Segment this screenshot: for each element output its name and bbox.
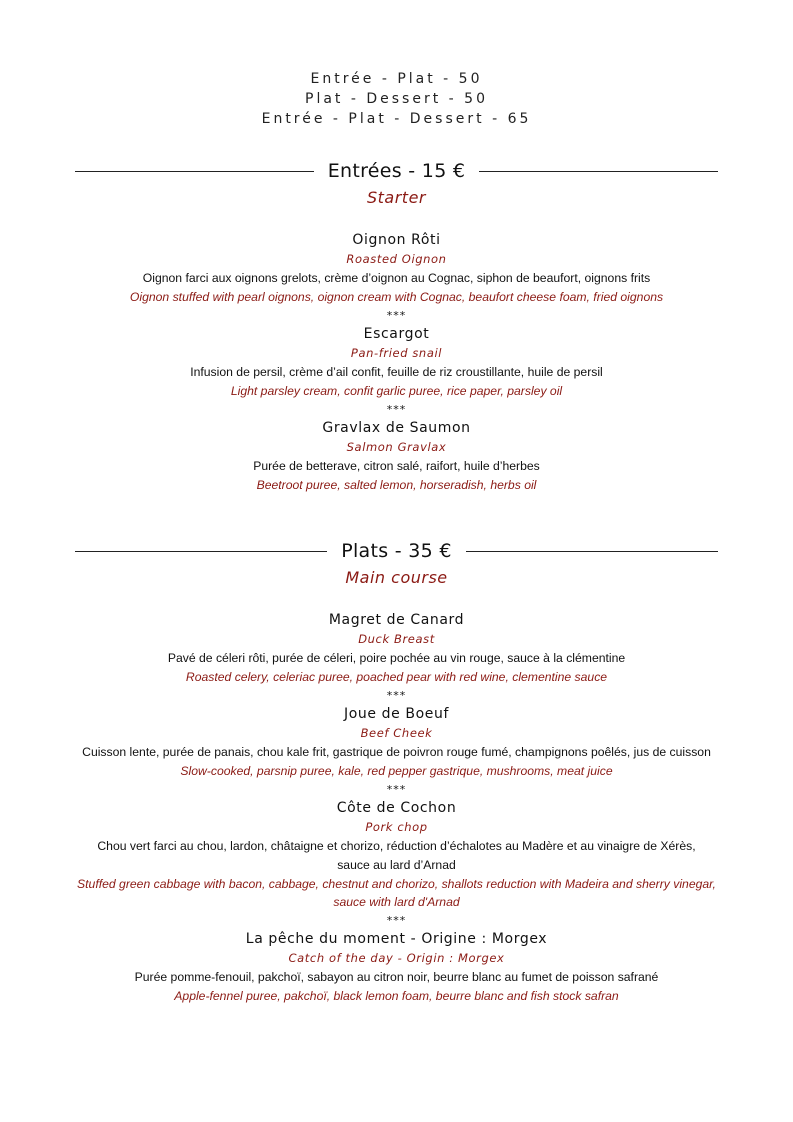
starters-subtitle: Starter <box>366 188 426 207</box>
formula-line: Entrée - Plat - Dessert - 65 <box>261 111 532 127</box>
mains-subtitle: Main course <box>345 568 448 587</box>
dish-name: Magret de Canard <box>328 612 465 628</box>
dish-item <box>0 231 793 306</box>
starters-list <box>0 231 793 494</box>
mains-title: Plats - 35 € <box>341 540 452 562</box>
dish-description-english: Oignon stuffed with pearl oignons, oignon cream with Cognac, beaufort cheese foam, fried oignons <box>129 290 664 304</box>
dish-name-english: Beef Cheek <box>360 726 433 740</box>
dish-name-english: Catch of the day - Origin : Morgex <box>288 951 505 965</box>
dish-separator: *** <box>386 783 407 796</box>
dish-description-english: Roasted celery, celeriac puree, poached pear with red wine, clementine sauce <box>185 670 608 684</box>
dish-item <box>0 419 793 494</box>
dish-description: Purée pomme-fenouil, pakchoï, sabayon au citron noir, beurre blanc au fumet de poisson safrané <box>134 970 659 984</box>
divider-line <box>466 551 718 552</box>
dish-separator: *** <box>386 309 407 322</box>
dish-description: Purée de betterave, citron salé, raifort, huile d’herbes <box>253 459 540 473</box>
divider-line <box>75 171 314 172</box>
dish-description-english: Slow-cooked, parsnip puree, kale, red pepper gastrique, mushrooms, meat juice <box>180 764 613 778</box>
dish-name: Gravlax de Saumon <box>322 420 471 436</box>
dish-name: Joue de Boeuf <box>344 706 449 722</box>
dish-name-english: Salmon Gravlax <box>346 440 447 454</box>
starters-heading <box>75 160 718 182</box>
dish-description-line: sauce au lard d’Arnad <box>337 858 456 872</box>
dish-name-english: Pan-fried snail <box>350 346 443 360</box>
formula-line: Entrée - Plat - 50 <box>310 71 483 87</box>
dish-description-line: Chou vert farci au chou, lardon, châtaigne et chorizo, réduction d’échalotes au Madère et au vinaigre de Xérès, <box>97 839 696 853</box>
dish-description-english-line: sauce with lard d'Arnad <box>333 895 460 909</box>
dish-description: Pavé de céleri rôti, purée de céleri, poire pochée au vin rouge, sauce à la clémentine <box>167 651 626 665</box>
dish-name: La pêche du moment - Origine : Morgex <box>245 931 548 947</box>
dish-item <box>0 325 793 400</box>
dish-name-english: Pork chop <box>365 820 428 834</box>
divider-line <box>75 551 327 552</box>
formula-line: Plat - Dessert - 50 <box>305 91 488 107</box>
dish-item <box>0 611 793 686</box>
mains-list <box>0 611 793 1005</box>
formula-list <box>0 69 793 129</box>
dish-description: Infusion de persil, crème d’ail confit, feuille de riz croustillante, huile de persil <box>190 365 603 379</box>
dish-description-english: Apple-fennel puree, pakchoï, black lemon foam, beurre blanc and fish stock safran <box>174 989 619 1003</box>
dish-description-english-line: Stuffed green cabbage with bacon, cabbage, chestnut and chorizo, shallots reduction with Madeira and sherry vinegar, <box>77 877 716 891</box>
dish-name: Oignon Rôti <box>352 232 441 248</box>
dish-description-english: Light parsley cream, confit garlic puree, rice paper, parsley oil <box>230 384 563 398</box>
dish-name-english: Duck Breast <box>358 632 435 646</box>
dish-description: Cuisson lente, purée de panais, chou kale frit, gastrique de poivron rouge fumé, champignons poêlés, jus de cuisson <box>82 745 711 759</box>
dish-item <box>0 799 793 911</box>
dish-separator: *** <box>386 914 407 927</box>
dish-name-english: Roasted Oignon <box>346 252 447 266</box>
dish-name: Côte de Cochon <box>336 800 457 816</box>
dish-description: Oignon farci aux oignons grelots, crème d’oignon au Cognac, siphon de beaufort, oignons frits <box>142 271 651 285</box>
dish-separator: *** <box>386 689 407 702</box>
starters-title: Entrées - 15 € <box>327 160 466 182</box>
mains-heading <box>75 540 718 562</box>
dish-item <box>0 930 793 1005</box>
divider-line <box>479 171 718 172</box>
dish-name: Escargot <box>363 326 430 342</box>
dish-description-english: Beetroot puree, salted lemon, horseradish, herbs oil <box>256 478 537 492</box>
dish-separator: *** <box>386 403 407 416</box>
dish-item <box>0 705 793 780</box>
